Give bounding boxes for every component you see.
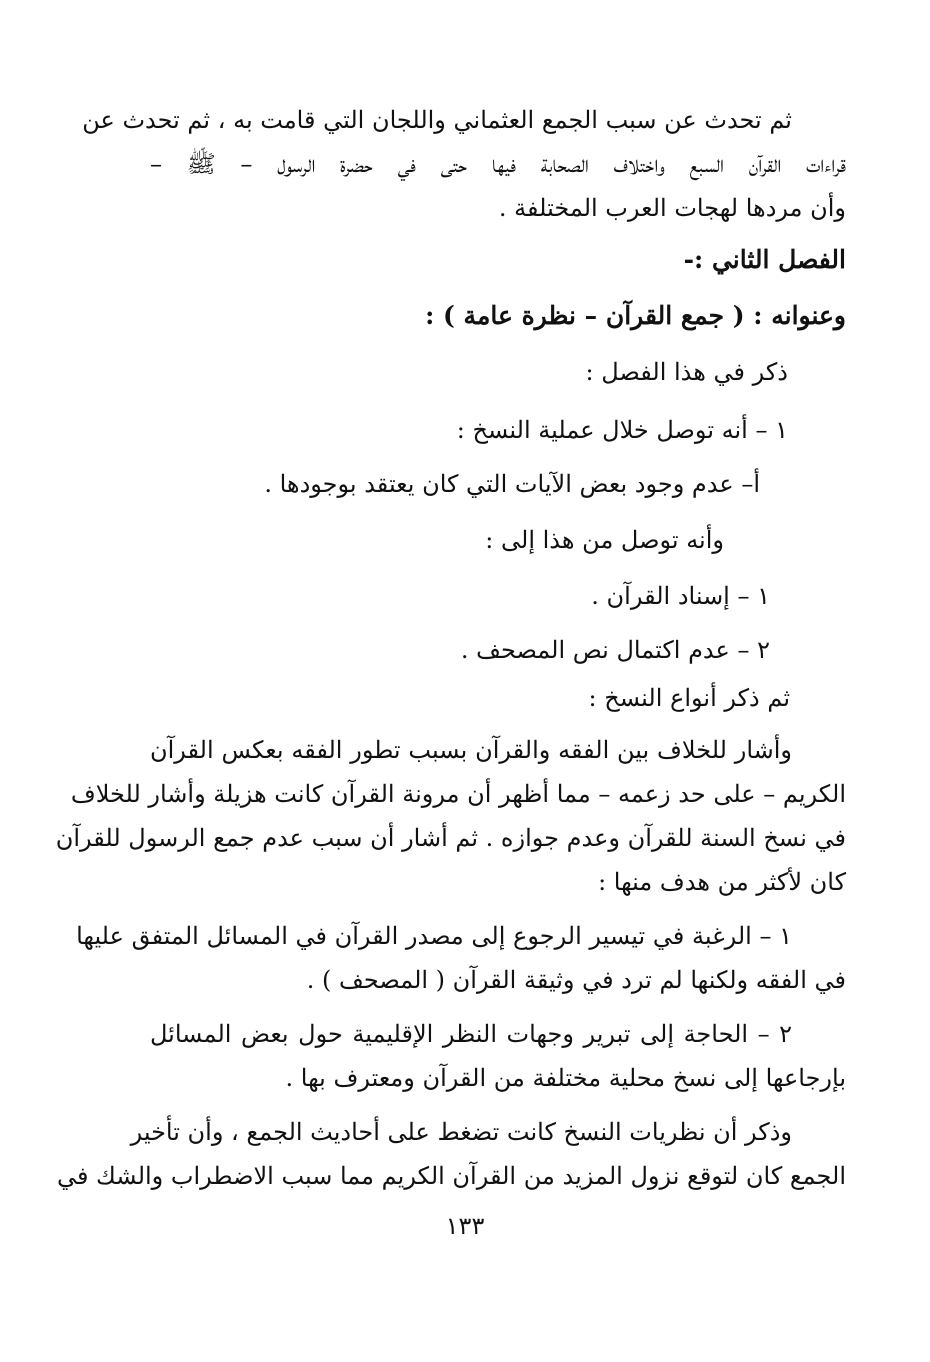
- mentioned-in-chapter: ذكر في هذا الفصل :: [585, 358, 788, 386]
- paragraph3-line1: وذكر أن نظريات النسخ كانت تضغط على أحاديث الجمع ، وأن تأخير: [130, 1118, 792, 1146]
- paragraph1-line3: وأن مردها لهجات العرب المختلفة .: [498, 194, 846, 222]
- paragraph2-line3: في نسخ السنة للقرآن وعدم جوازه . ثم أشار أن سبب عدم جمع الرسول للقرآن: [55, 824, 846, 852]
- types-of-abrogation: ثم ذكر أنواع النسخ :: [588, 684, 790, 712]
- conclusion-2: ٢ – عدم اكتمال نص المصحف .: [460, 636, 770, 664]
- paragraph2-line1: وأشار للخلاف بين الفقه والقرآن بسبب تطور الفقه بعكس القرآن: [150, 736, 792, 764]
- goal-2-line2: بإرجاعها إلى نسخ محلية مختلفة من القرآن ومعترف بها .: [285, 1064, 846, 1092]
- paragraph3-line2: الجمع كان لتوقع نزول المزيد من القرآن الكريم مما سبب الاضطراب والشك في: [56, 1162, 846, 1190]
- goal-1-line2: في الفقه ولكنها لم ترد في وثيقة القرآن ( المصحف ) .: [306, 966, 846, 994]
- paragraph2-line2: الكريم – على حد زعمه – مما أظهر أن مرونة القرآن كانت هزيلة وأشار للخلاف: [70, 780, 846, 808]
- goal-1-line1: ١ – الرغبة في تيسير الرجوع إلى مصدر القرآن في المسائل المتفق عليها: [76, 922, 792, 950]
- conclusion-1: ١ – إسناد القرآن .: [591, 582, 770, 610]
- goal-2-line1: ٢ – الحاجة إلى تبرير وجهات النظر الإقليمية حول بعض المسائل: [150, 1020, 792, 1048]
- paragraph1-line1: ثم تحدث عن سبب الجمع العثماني واللجان التي قامت به ، ثم تحدث عن: [82, 106, 792, 134]
- chapter-heading: الفصل الثاني :-: [683, 245, 846, 274]
- paragraph2-line4: كان لأكثر من هدف منها :: [598, 868, 846, 896]
- point-1-a: أ– عدم وجود بعض الآيات التي كان يعتقد بوجودها .: [264, 470, 760, 498]
- point-1: ١ – أنه توصل خلال عملية النسخ :: [456, 416, 788, 444]
- paragraph1-line2: قراءات القرآن السبع واختلاف الصحابة فيها حتى في حضرة الرسول – ﷺ –: [150, 150, 846, 178]
- page-number: ١٣٣: [445, 1212, 485, 1240]
- chapter-title: وعنوانه : ( جمع القرآن – نظرة عامة ) :: [425, 301, 846, 330]
- concluded-heading: وأنه توصل من هذا إلى :: [485, 526, 724, 554]
